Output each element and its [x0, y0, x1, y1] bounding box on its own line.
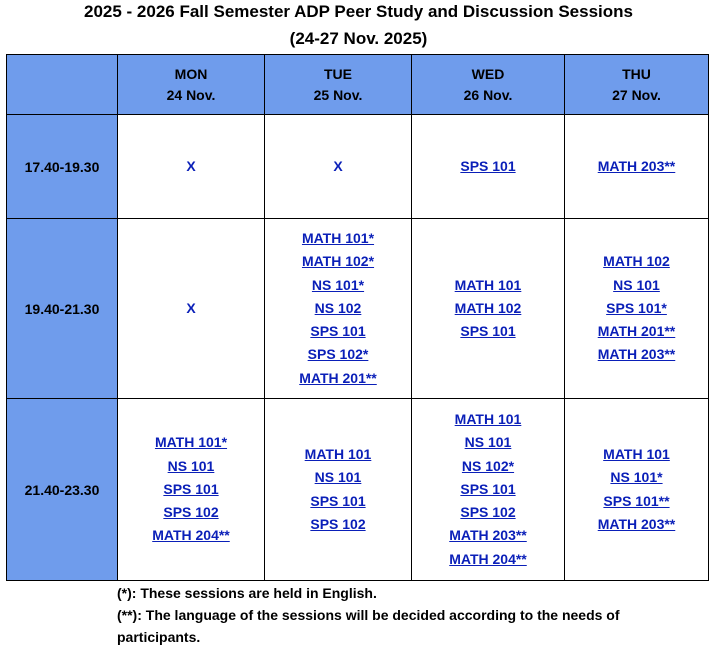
course-link[interactable]: NS 102* — [461, 457, 515, 474]
course-link[interactable]: NS 101 — [314, 469, 362, 486]
time-slot-label: 21.40-23.30 — [7, 399, 118, 581]
course-link[interactable]: MATH 101* — [154, 434, 228, 451]
day-header-tue — [265, 55, 412, 115]
session-cell-tue — [265, 115, 412, 219]
course-link[interactable]: SPS 101 — [163, 480, 219, 497]
day-date: 26 Nov. — [463, 86, 513, 103]
day-name: WED — [471, 65, 505, 82]
course-link[interactable]: NS 101* — [311, 276, 365, 293]
day-date: 27 Nov. — [612, 86, 661, 103]
course-link[interactable]: SPS 101 — [460, 323, 516, 340]
session-cell-thu — [565, 399, 709, 581]
session-cell-mon — [118, 219, 265, 399]
day-header-thu — [565, 55, 709, 115]
day-name: THU — [622, 65, 651, 82]
no-session-mark: X — [333, 158, 343, 174]
course-link[interactable]: MATH 101* — [301, 229, 375, 246]
course-link[interactable]: MATH 201** — [597, 323, 676, 340]
course-link[interactable]: SPS 101* — [606, 299, 667, 316]
course-link[interactable]: SPS 101 — [310, 323, 366, 340]
course-link[interactable]: MATH 203** — [449, 527, 527, 544]
session-cell-mon — [118, 115, 265, 219]
page-title: 2025 - 2026 Fall Semester ADP Peer Study and Discussion Sessions — [84, 2, 633, 21]
course-link[interactable]: MATH 201** — [299, 369, 377, 386]
course-link[interactable]: MATH 204** — [152, 527, 230, 544]
course-link[interactable]: MATH 101 — [304, 445, 372, 462]
session-cell-thu — [565, 115, 709, 219]
session-cell-mon — [118, 399, 265, 581]
course-link[interactable]: MATH 204** — [449, 550, 527, 567]
course-link[interactable]: SPS 102* — [307, 346, 369, 363]
session-cell-tue — [265, 219, 412, 399]
course-link[interactable]: NS 102 — [314, 299, 362, 316]
course-link[interactable]: SPS 102 — [310, 515, 366, 532]
no-session-mark: X — [186, 158, 196, 174]
day-header-wed — [412, 55, 565, 115]
course-link[interactable]: SPS 101** — [603, 492, 670, 509]
course-link[interactable]: MATH 102 — [454, 299, 522, 316]
time-slot-label: 19.40-21.30 — [7, 219, 118, 399]
day-name: TUE — [324, 65, 352, 82]
time-slot-row — [7, 115, 709, 219]
schedule-table — [6, 54, 709, 581]
course-link[interactable]: SPS 101 — [310, 492, 366, 509]
session-cell-wed — [412, 219, 565, 399]
day-name: MON — [174, 65, 208, 82]
session-cell-tue — [265, 399, 412, 581]
footnotes — [117, 582, 707, 648]
day-header-mon — [118, 55, 265, 115]
header-row — [7, 55, 709, 115]
course-link[interactable]: NS 101* — [610, 469, 663, 486]
time-slot-row — [7, 219, 709, 399]
course-link[interactable]: MATH 102 — [603, 253, 670, 270]
course-link[interactable]: MATH 203** — [597, 346, 676, 363]
course-link[interactable]: SPS 101 — [460, 157, 516, 174]
course-link[interactable]: MATH 102* — [301, 253, 375, 270]
corner-header-cell — [7, 55, 118, 115]
course-link[interactable]: MATH 101 — [454, 410, 522, 427]
course-link[interactable]: MATH 101 — [603, 445, 670, 462]
course-link[interactable]: MATH 101 — [454, 276, 522, 293]
page-subtitle-dates: (24-27 Nov. 2025) — [289, 29, 428, 48]
day-date: 25 Nov. — [313, 86, 363, 103]
footnote-language: (**): The language of the sessions will be decided according to the needs of — [117, 607, 620, 623]
course-link[interactable]: MATH 203** — [597, 515, 676, 532]
course-link[interactable]: NS 101 — [464, 434, 512, 451]
time-slot-label: 17.40-19.30 — [7, 115, 118, 219]
no-session-mark: X — [186, 300, 196, 316]
course-link[interactable]: SPS 102 — [163, 504, 219, 521]
course-link[interactable]: NS 101 — [167, 457, 215, 474]
session-cell-wed — [412, 399, 565, 581]
time-slot-row — [7, 399, 709, 581]
day-date: 24 Nov. — [166, 86, 216, 103]
session-cell-thu — [565, 219, 709, 399]
course-link[interactable]: NS 101 — [613, 276, 660, 293]
course-link[interactable]: SPS 102 — [460, 504, 516, 521]
session-cell-wed — [412, 115, 565, 219]
footnote-english: (*): These sessions are held in English. — [117, 585, 377, 601]
course-link[interactable]: MATH 203** — [597, 157, 676, 174]
course-link[interactable]: SPS 101 — [460, 480, 516, 497]
footnote-language-cont: participants. — [117, 629, 201, 645]
